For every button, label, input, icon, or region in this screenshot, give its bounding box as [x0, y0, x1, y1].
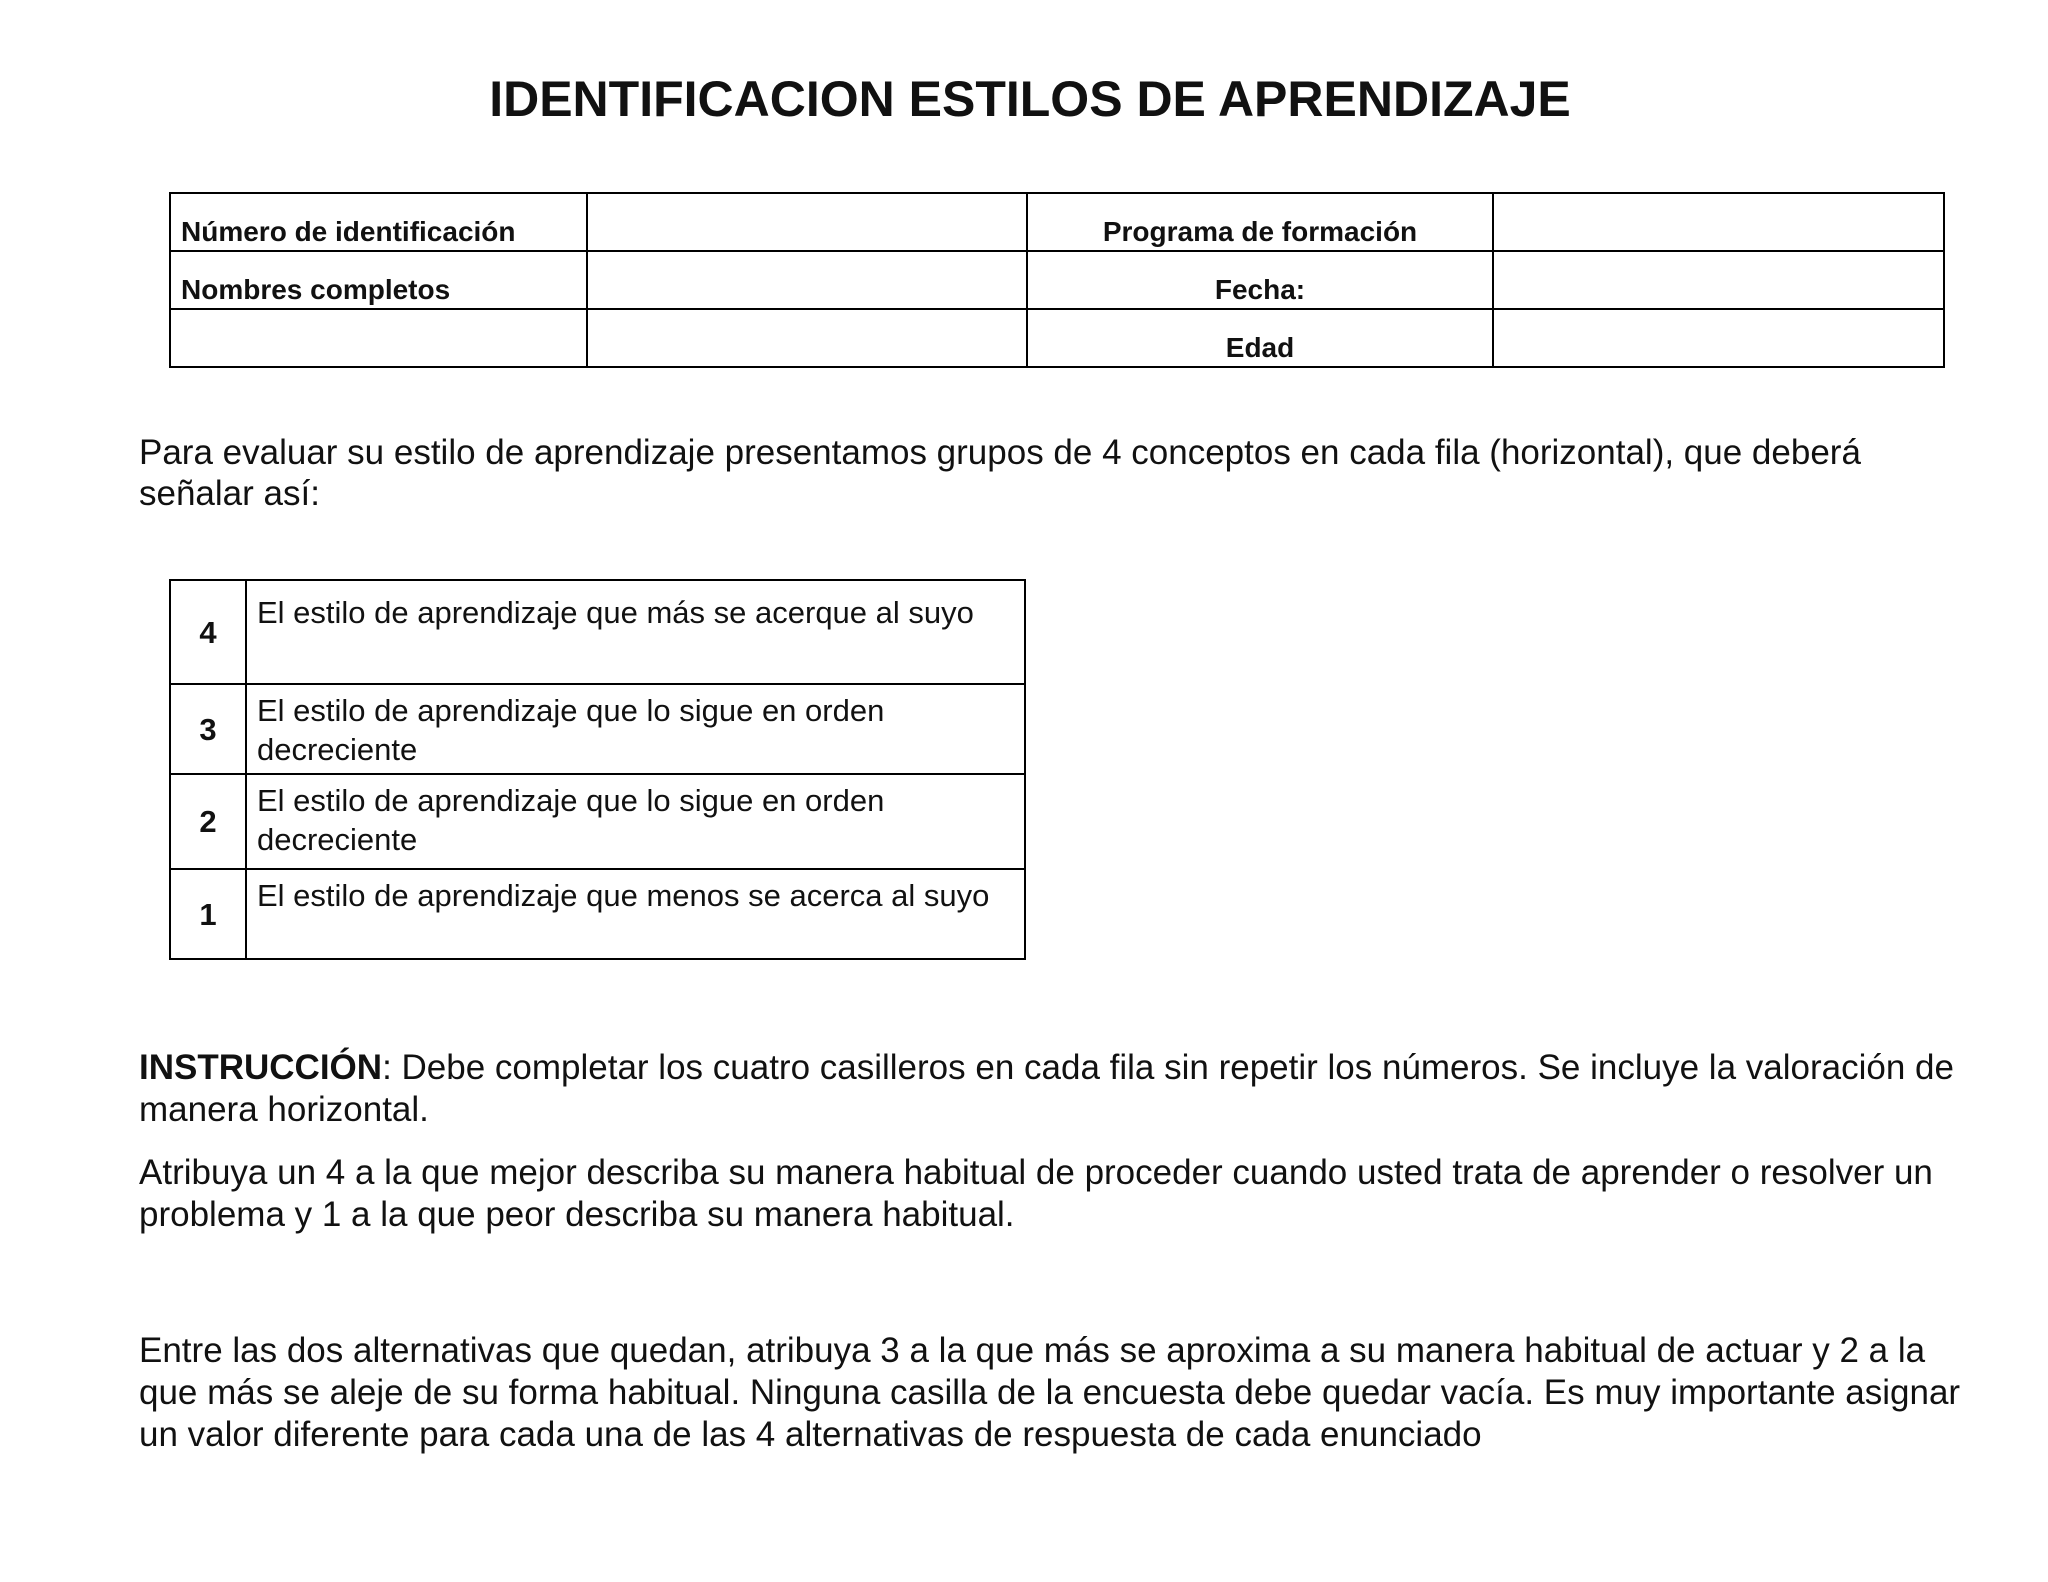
identification-form-table — [169, 192, 1945, 368]
id-number-label: Número de identificación — [170, 193, 587, 251]
form-row — [170, 251, 1944, 309]
scale-value: 1 — [170, 869, 246, 959]
age-label: Edad — [1027, 309, 1493, 367]
instruction-label: INSTRUCCIÓN — [139, 1048, 383, 1087]
scale-description: El estilo de aprendizaje que menos se acerca al suyo — [246, 869, 1025, 959]
instruction-paragraph — [139, 1047, 1969, 1131]
instruction-text: : Debe completar los cuatro casilleros en cada fila sin repetir los números. Se incluye la valoración de manera horizontal. — [139, 1048, 1954, 1129]
form-row — [170, 309, 1944, 367]
assignment-paragraph: Atribuya un 4 a la que mejor describa su manera habitual de proceder cuando usted trata de aprender o resolver un problema y 1 a la que peor describa su manera habitual. — [139, 1153, 1933, 1234]
age-field[interactable] — [1493, 309, 1944, 367]
scale-row — [170, 869, 1025, 959]
full-name-label: Nombres completos — [170, 251, 587, 309]
intro-paragraph: Para evaluar su estilo de aprendizaje presentamos grupos de 4 conceptos en cada fila (horizontal), que deberá señalar así: — [139, 433, 1861, 513]
program-label: Programa de formación — [1027, 193, 1493, 251]
scale-row — [170, 774, 1025, 869]
scale-description: El estilo de aprendizaje que más se acerque al suyo — [246, 580, 1025, 684]
full-name-field[interactable] — [587, 251, 1027, 309]
form-row — [170, 193, 1944, 251]
scale-description: El estilo de aprendizaje que lo sigue en orden decreciente — [246, 774, 1025, 869]
id-number-field[interactable] — [587, 193, 1027, 251]
scale-row — [170, 684, 1025, 774]
program-field[interactable] — [1493, 193, 1944, 251]
document-title: IDENTIFICACION ESTILOS DE APRENDIZAJE — [489, 71, 1571, 127]
remaining-alternatives-paragraph: Entre las dos alternativas que quedan, atribuya 3 a la que más se aproxima a su manera habitual de actuar y 2 a la que más se aleje de su forma habitual. Ninguna casilla de la encuesta debe quedar vacía. Es muy importante asignar un valor diferente para cada una de las 4 alternativas de respuesta de cada enunciado — [139, 1331, 1961, 1454]
empty-label-cell — [170, 309, 587, 367]
scale-value: 2 — [170, 774, 246, 869]
scale-description: El estilo de aprendizaje que lo sigue en orden decreciente — [246, 684, 1025, 774]
scale-value: 4 — [170, 580, 246, 684]
scale-row — [170, 580, 1025, 684]
date-label: Fecha: — [1027, 251, 1493, 309]
rating-scale-table — [169, 579, 1026, 960]
date-field[interactable] — [1493, 251, 1944, 309]
scale-value: 3 — [170, 684, 246, 774]
empty-field-cell[interactable] — [587, 309, 1027, 367]
